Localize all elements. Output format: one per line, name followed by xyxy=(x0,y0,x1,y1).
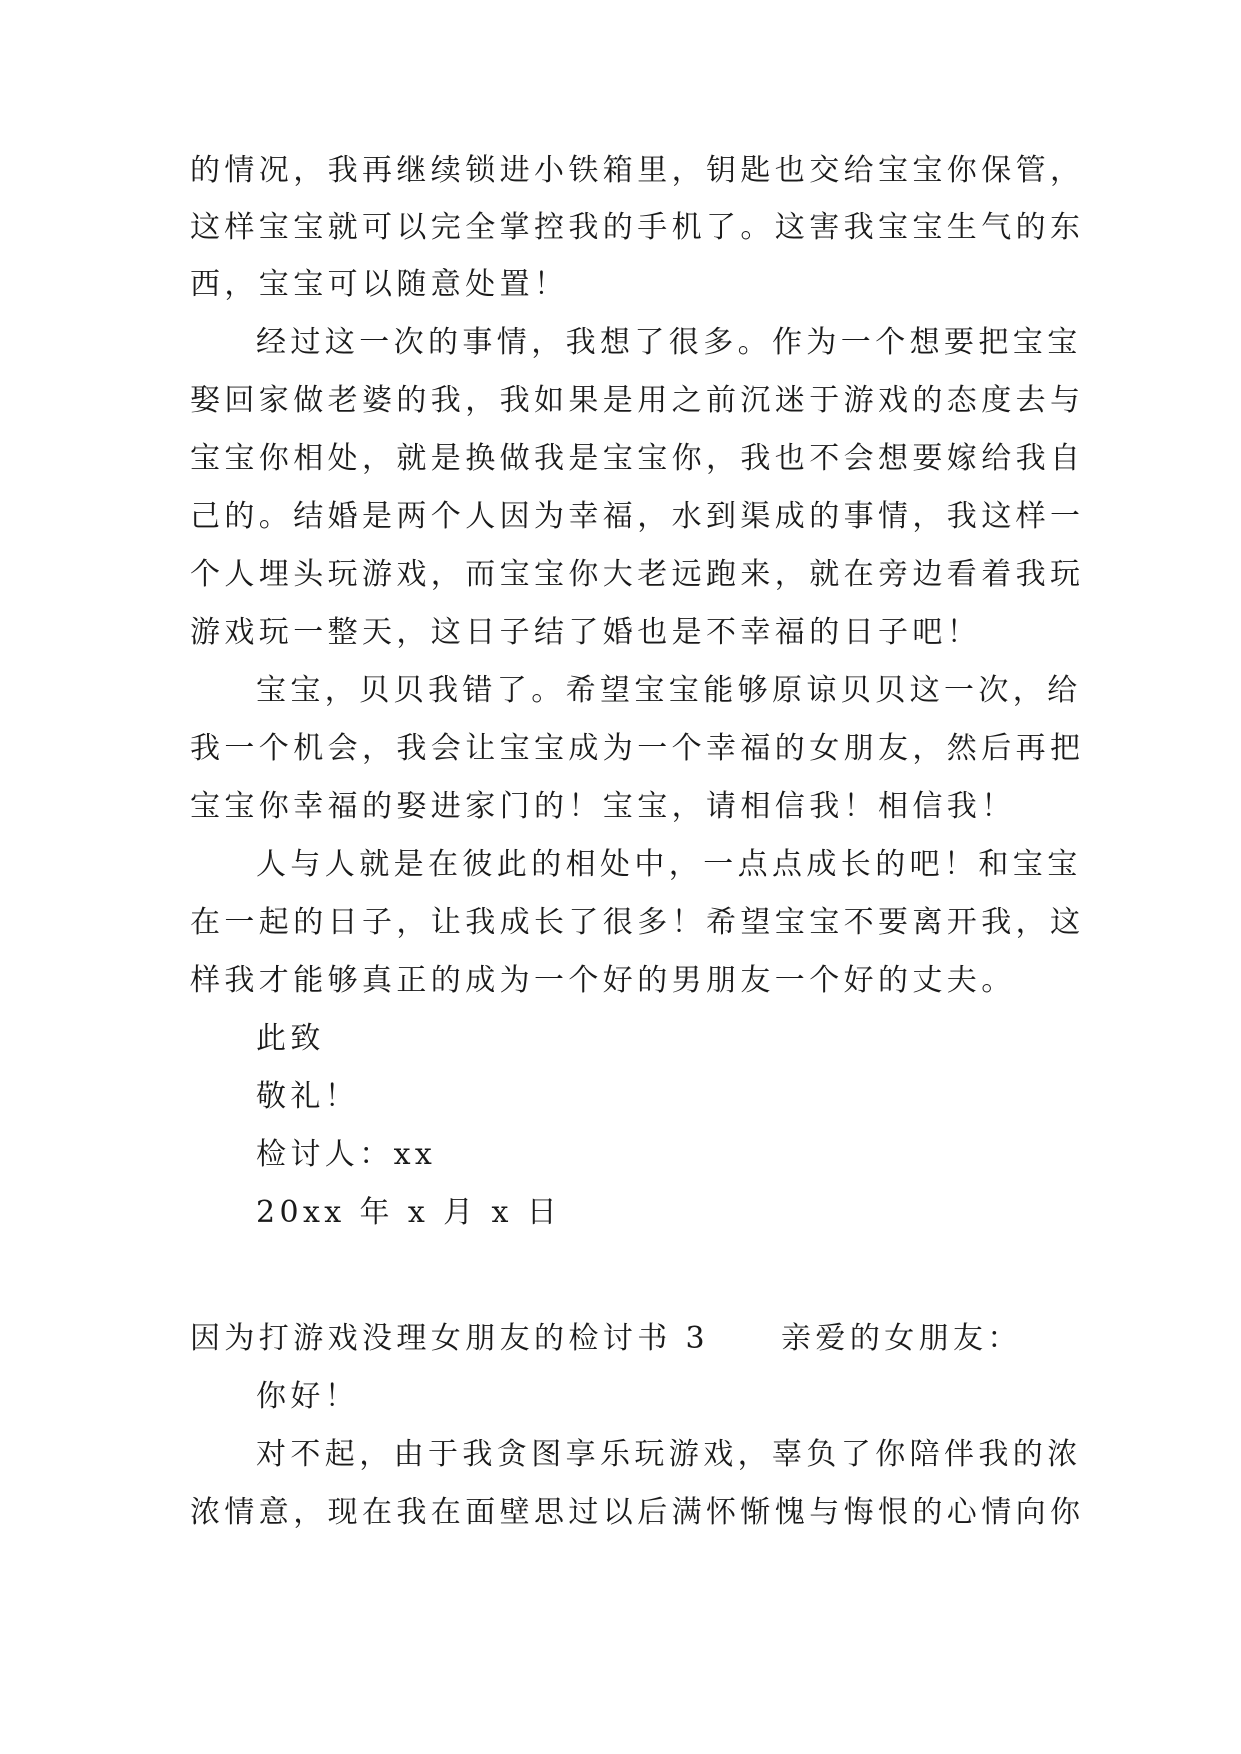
date-line: 20xx 年 x 月 x 日 xyxy=(256,1195,562,1230)
paragraph-line: 西，宝宝可以随意处置！ xyxy=(190,267,569,302)
paragraph-line: 宝宝你幸福的娶进家门的！宝宝，请相信我！相信我！ xyxy=(190,789,1016,824)
section-heading xyxy=(190,1321,1022,1357)
paragraph-line: 这样宝宝就可以完全掌控我的手机了。这害我宝宝生气的东 xyxy=(190,210,1085,245)
paragraph-line: 人与人就是在彼此的相处中，一点点成长的吧！和宝宝 xyxy=(256,847,1082,882)
salutation: 亲爱的女朋友： xyxy=(781,1321,1022,1356)
signature-line: 检讨人：xx xyxy=(256,1137,437,1172)
closing-line: 敬礼！ xyxy=(256,1079,360,1114)
paragraph-line: 经过这一次的事情，我想了很多。作为一个想要把宝宝 xyxy=(256,325,1082,360)
paragraph-line: 对不起，由于我贪图享乐玩游戏，辜负了你陪伴我的浓 xyxy=(256,1437,1082,1472)
section-title: 因为打游戏没理女朋友的检讨书 3 xyxy=(190,1321,710,1356)
paragraph-line: 浓情意，现在我在面壁思过以后满怀惭愧与悔恨的心情向你 xyxy=(190,1495,1085,1530)
paragraph-line: 娶回家做老婆的我，我如果是用之前沉迷于游戏的态度去与 xyxy=(190,383,1085,418)
closing-line: 此致 xyxy=(256,1021,325,1056)
paragraph-line: 己的。结婚是两个人因为幸福，水到渠成的事情，我这样一 xyxy=(190,499,1085,534)
paragraph-line: 宝宝，贝贝我错了。希望宝宝能够原谅贝贝这一次，给 xyxy=(256,673,1082,708)
paragraph-line: 的情况，我再继续锁进小铁箱里，钥匙也交给宝宝你保管， xyxy=(190,153,1085,188)
paragraph-line: 在一起的日子，让我成长了很多！希望宝宝不要离开我，这 xyxy=(190,905,1085,940)
paragraph-line: 游戏玩一整天，这日子结了婚也是不幸福的日子吧！ xyxy=(190,615,982,650)
paragraph-line: 宝宝你相处，就是换做我是宝宝你，我也不会想要嫁给我自 xyxy=(190,441,1085,476)
paragraph-line: 个人埋头玩游戏，而宝宝你大老远跑来，就在旁边看着我玩 xyxy=(190,557,1085,592)
paragraph-line: 我一个机会，我会让宝宝成为一个幸福的女朋友，然后再把 xyxy=(190,731,1085,766)
greeting-line: 你好！ xyxy=(256,1379,360,1414)
paragraph-line: 样我才能够真正的成为一个好的男朋友一个好的丈夫。 xyxy=(190,963,1016,998)
